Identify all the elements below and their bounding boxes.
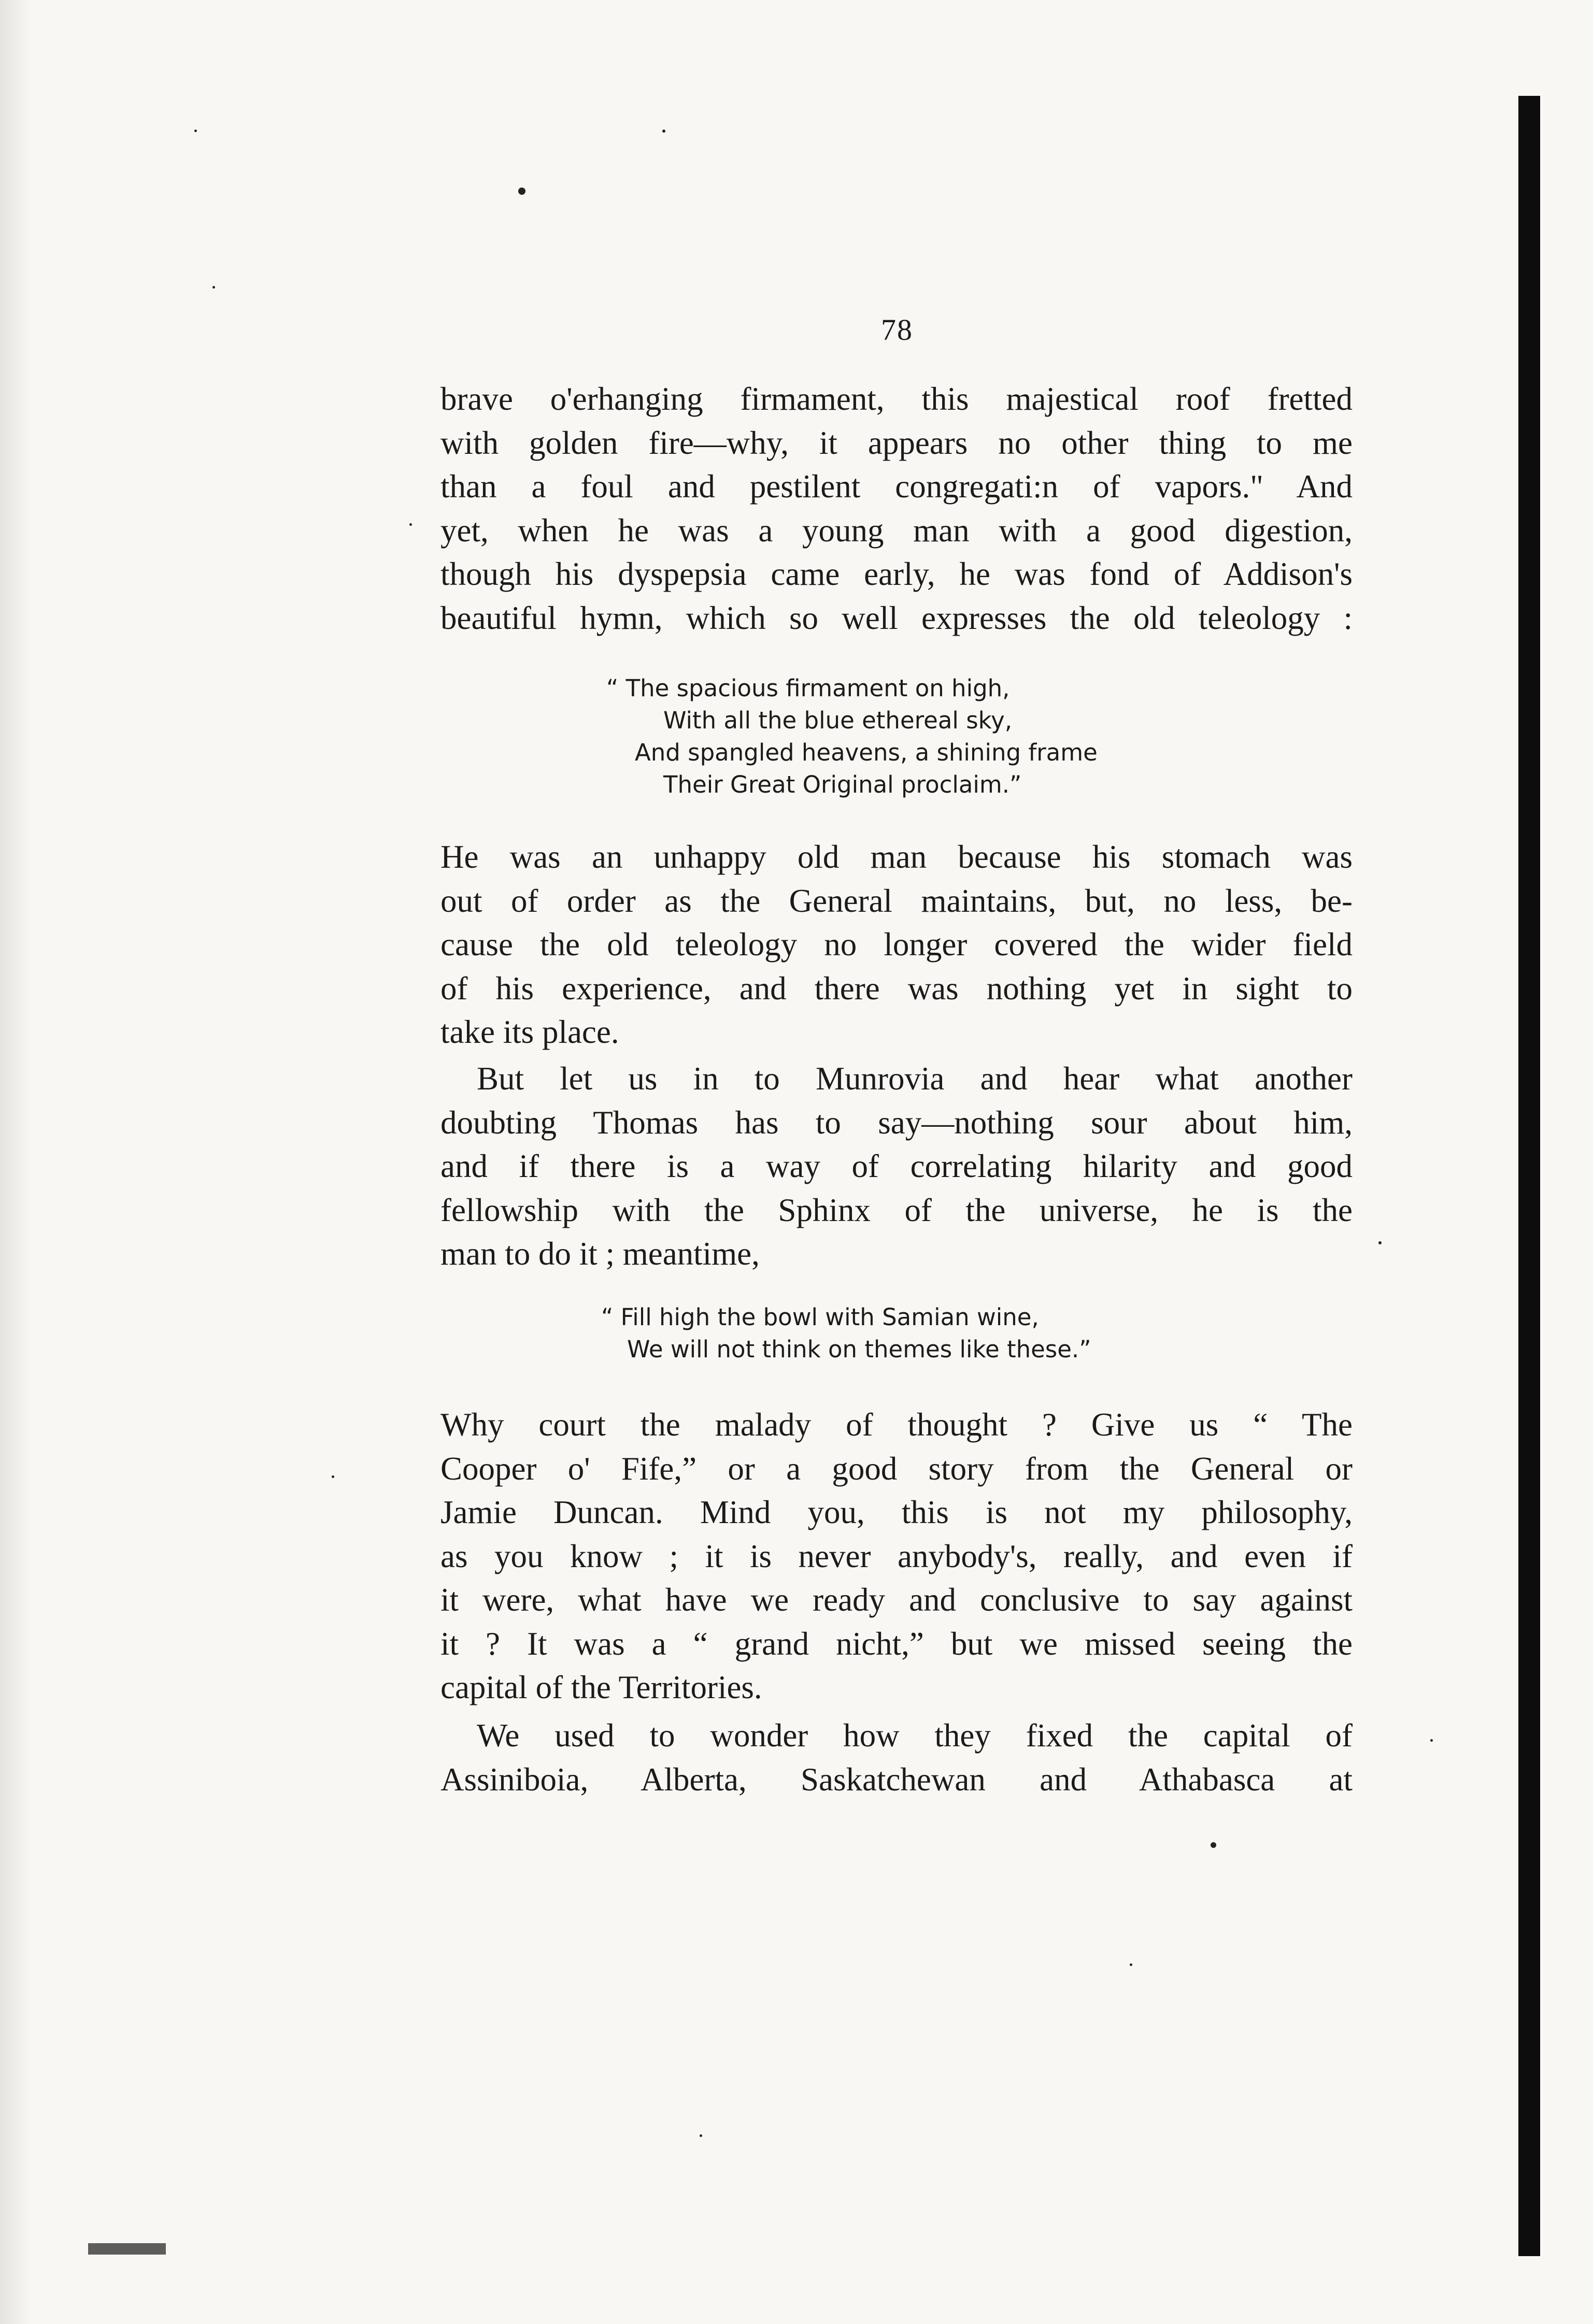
text-line: take its place. (440, 1014, 619, 1050)
scan-speck (518, 188, 525, 195)
scan-speck (212, 286, 215, 289)
scan-speck (1130, 1963, 1132, 1966)
text-line: as you know ; it is never anybody's, really, and even if (440, 1538, 1353, 1574)
verse-line: And spangled heavens, a shining frame (635, 739, 1098, 766)
paragraph (440, 1057, 1353, 1276)
text-line: though his dyspepsia came early, he was fond of Addison's (440, 556, 1353, 592)
text-line: He was an unhappy old man because his stomach was (440, 839, 1353, 875)
text-line: it ? It was a “ grand nicht,” but we missed seeing the (440, 1625, 1353, 1662)
text-line: of his experience, and there was nothing yet in sight to (440, 970, 1353, 1007)
text-line: doubting Thomas has to say—nothing sour about him, (440, 1104, 1353, 1141)
text-line: capital of the Territories. (440, 1669, 762, 1705)
verse-line: We will not think on themes like these.” (627, 1336, 1091, 1363)
paragraph (440, 1403, 1353, 1710)
text-line: Why court the malady of thought ? Give us “ The (440, 1407, 1353, 1443)
page-number: 78 (881, 313, 913, 347)
scan-speck (1378, 1241, 1382, 1244)
text-line: out of order as the General maintains, but, no less, be- (440, 882, 1353, 919)
text-line: man to do it ; meantime, (440, 1236, 760, 1272)
verse-line: With all the blue ethereal sky, (663, 707, 1013, 734)
text-line: Jamie Duncan. Mind you, this is not my philosophy, (440, 1494, 1353, 1530)
verse-quotation (601, 1301, 1091, 1366)
scan-speck (332, 1475, 334, 1478)
text-line: beautiful hymn, which so well expresses the old teleology : (440, 599, 1353, 636)
page-edge-bar (1518, 96, 1540, 2256)
scan-speck (700, 2134, 702, 2137)
verse-quotation (606, 672, 1098, 801)
verse-line: “ The spacious firmament on high, (606, 675, 1010, 702)
text-line: with golden fire—why, it appears no other thing to me (440, 424, 1353, 461)
text-line: and if there is a way of correlating hilarity and good (440, 1148, 1353, 1184)
scan-speck (662, 130, 665, 133)
text-line: cause the old teleology no longer covered the wider field (440, 926, 1353, 963)
text-line: fellowship with the Sphinx of the universe, he is the (440, 1192, 1353, 1228)
text-line: We used to wonder how they fixed the capital of (477, 1717, 1353, 1754)
text-line: it were, what have we ready and conclusive to say against (440, 1582, 1353, 1618)
scan-speck (194, 130, 197, 132)
verse-line: “ Fill high the bowl with Samian wine, (601, 1303, 1039, 1331)
scan-artifact-mark (88, 2243, 166, 2255)
text-line: than a foul and pestilent congregati:n of vapors." And (440, 468, 1353, 505)
text-line: brave o'erhanging firmament, this majestical roof fretted (440, 381, 1353, 417)
paragraph (440, 1714, 1353, 1801)
text-line: But let us in to Munrovia and hear what another (477, 1060, 1353, 1097)
scan-speck (409, 523, 412, 526)
scan-speck (1430, 1739, 1433, 1742)
left-edge-shadow (0, 0, 31, 2324)
scan-speck (1211, 1842, 1216, 1848)
text-line: Assiniboia, Alberta, Saskatchewan and Athabasca at (440, 1761, 1353, 1798)
paragraph (440, 377, 1353, 640)
paragraph (440, 835, 1353, 1054)
verse-line: Their Great Original proclaim.” (663, 771, 1022, 798)
text-line: Cooper o' Fife,” or a good story from the General or (440, 1450, 1353, 1487)
text-line: yet, when he was a young man with a good digestion, (440, 512, 1353, 549)
